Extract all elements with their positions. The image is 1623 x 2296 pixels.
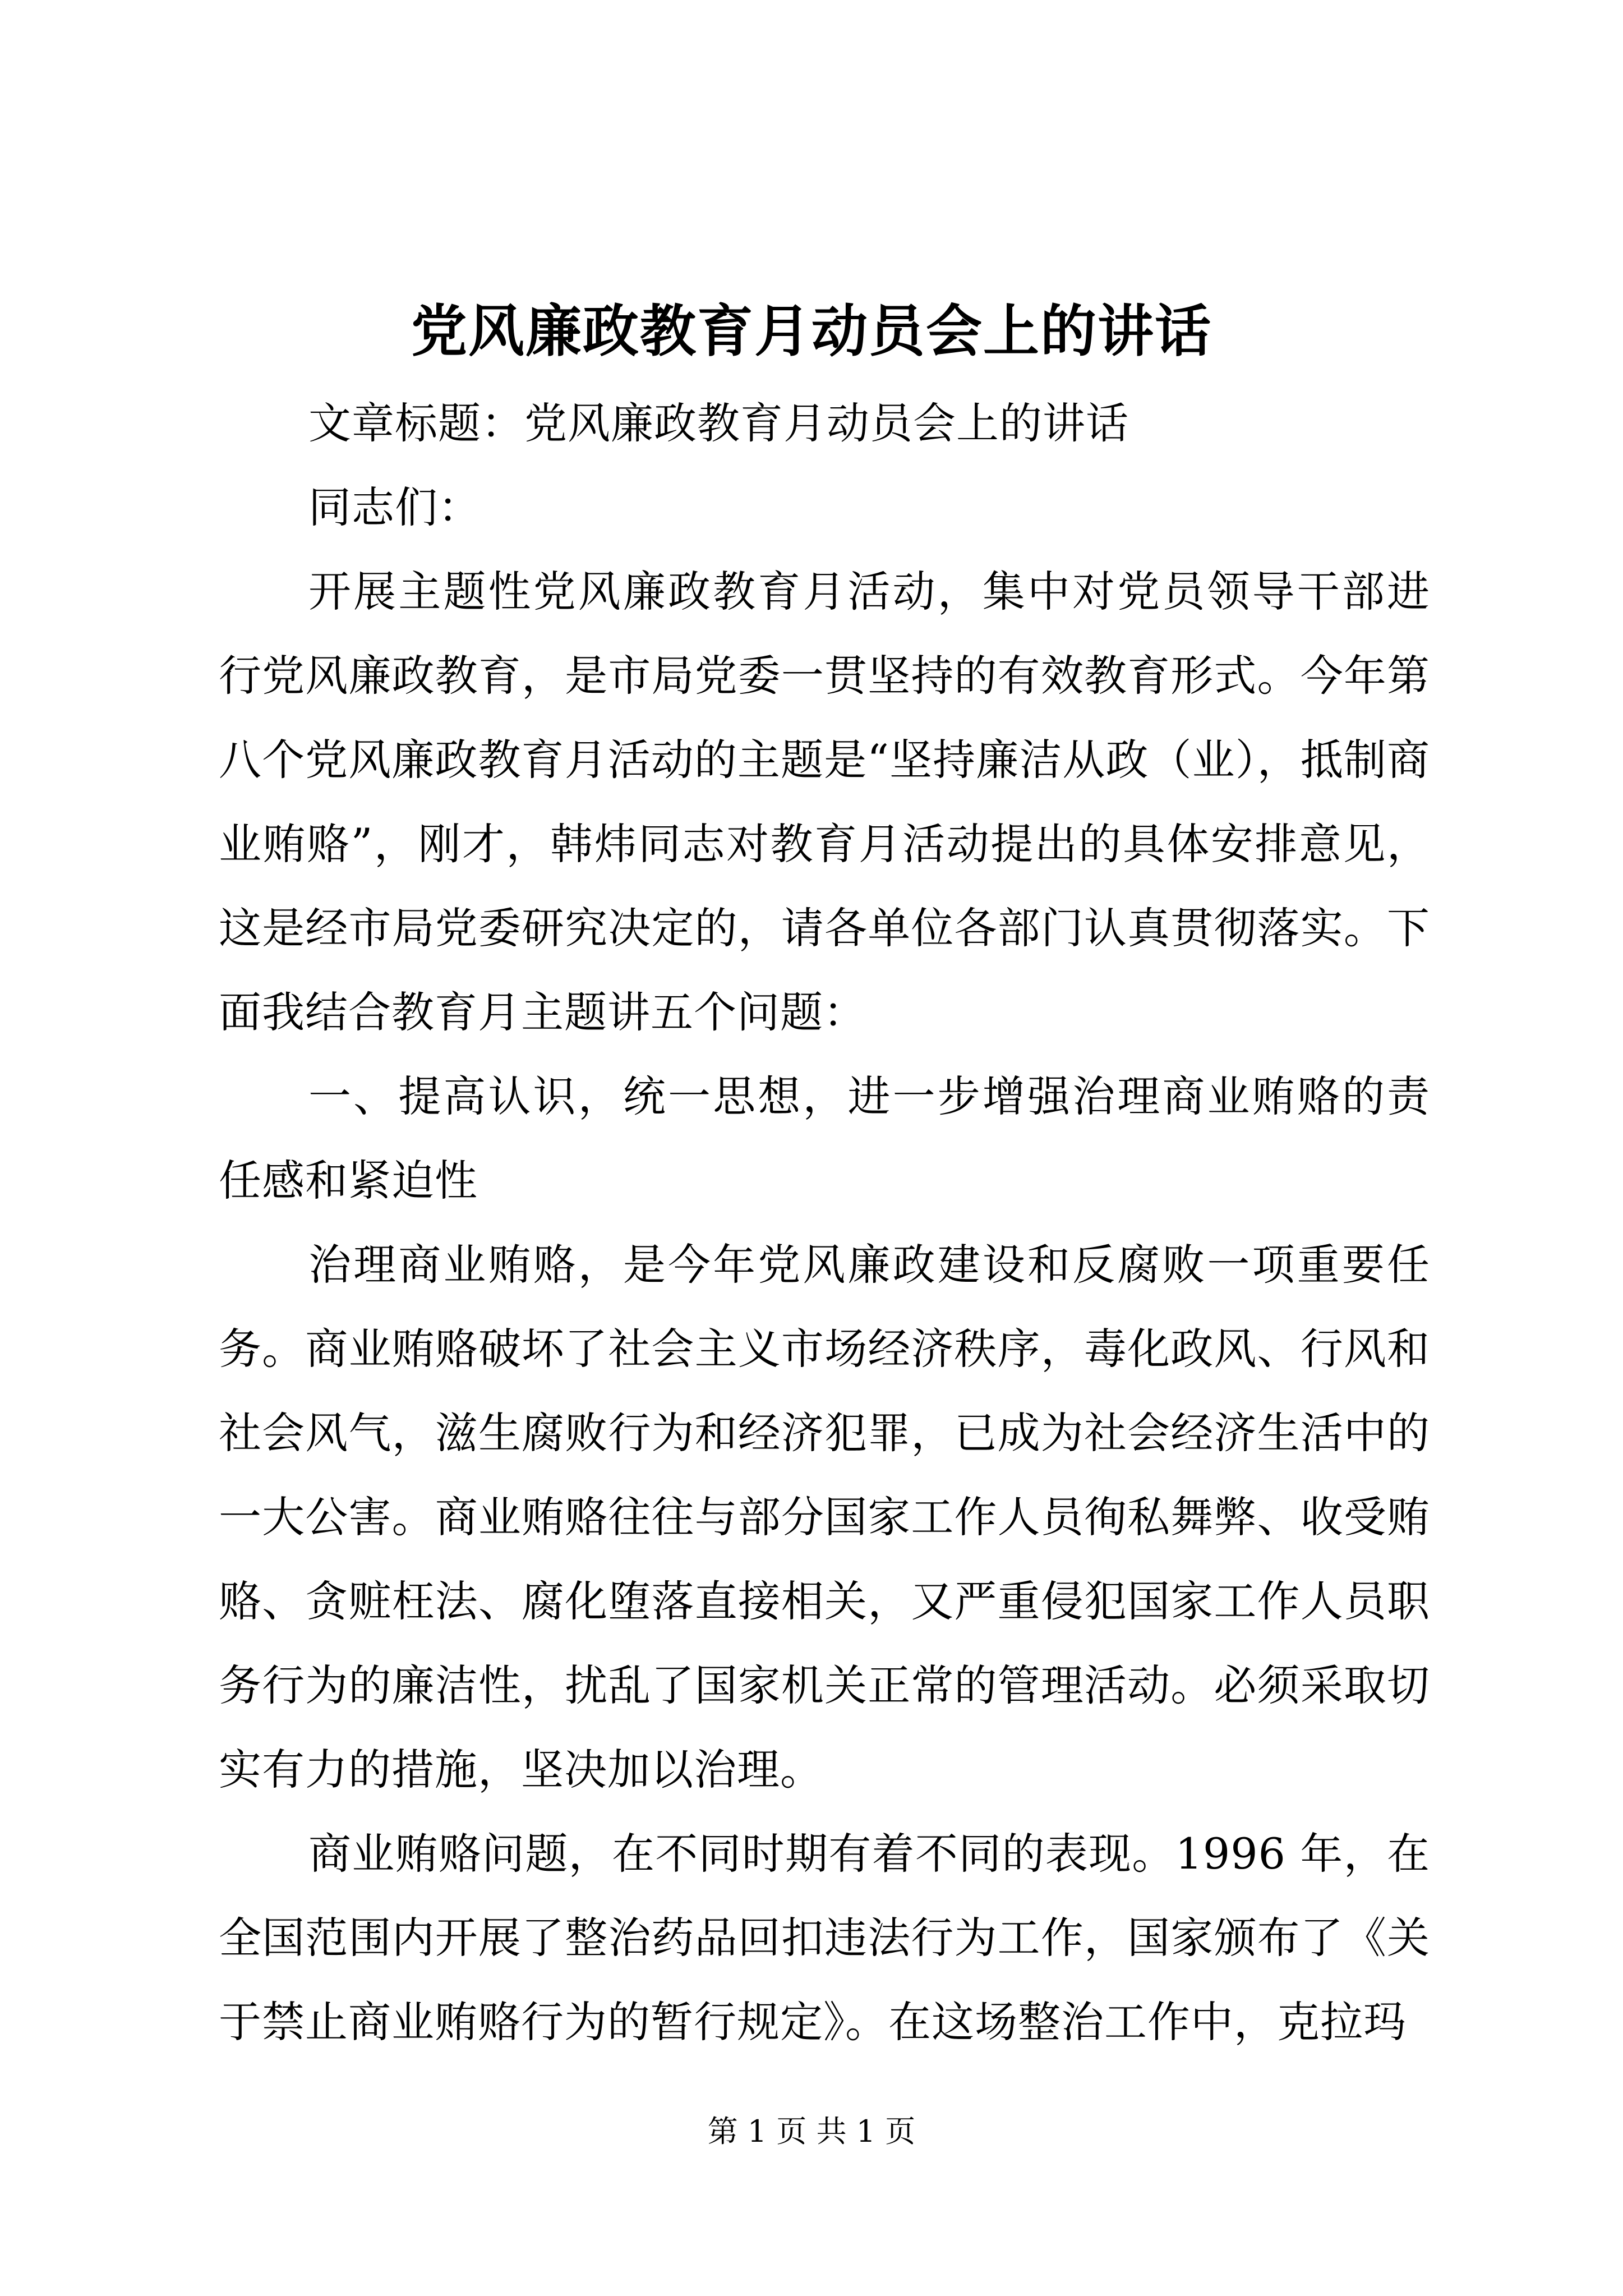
page-footer: 第 1 页 共 1 页 <box>707 2114 916 2149</box>
paragraph-bribery-history: 商业贿赂问题，在不同时期有着不同的表现。1996 年，在全国范围内开展了整治药品回扣违法行为工作，国家颁布了《关于禁止商业贿赂行为的暂行规定》。在这场整治工作中，克拉玛 <box>219 1829 1430 2047</box>
section-heading-one: 一、提高认识，统一思想，进一步增强治理商业贿赂的责任感和紧迫性 <box>219 1071 1430 1205</box>
paragraph-bribery-harm: 治理商业贿赂，是今年党风廉政建设和反腐败一项重要任务。商业贿赂破坏了社会主义市场经济秩序，毒化政风、行风和社会风气，滋生腐败行为和经济犯罪，已成为社会经济生活中的一大公害。商业贿赂往往与部分国家工作人员徇私舞弊、收受贿赂、贪赃枉法、腐化堕落直接相关，又严重侵犯国家工作人员职务行为的廉洁性，扰乱了国家机关正常的管理活动。必须采取切实有力的措施，坚决加以治理。 <box>219 1240 1430 1795</box>
paragraph-salutation: 同志们： <box>308 482 481 532</box>
paragraph-introduction: 开展主题性党风廉政教育月活动，集中对党员领导干部进行党风廉政教育，是市局党委一贯坚持的有效教育形式。今年第八个党风廉政教育月活动的主题是“坚持廉洁从政（业），抵制商业贿赂”，刚才，韩炜同志对教育月活动提出的具体安排意见，这是经市局党委研究决定的，请各单位各部门认真贯彻落实。下面我结合教育月主题讲五个问题： <box>219 567 1430 1037</box>
document-title: 党风廉政教育月动员会上的讲话 <box>411 298 1212 364</box>
paragraph-article-title: 文章标题：党风廉政教育月动员会上的讲话 <box>308 398 1129 448</box>
document-body <box>219 381 1430 2064</box>
